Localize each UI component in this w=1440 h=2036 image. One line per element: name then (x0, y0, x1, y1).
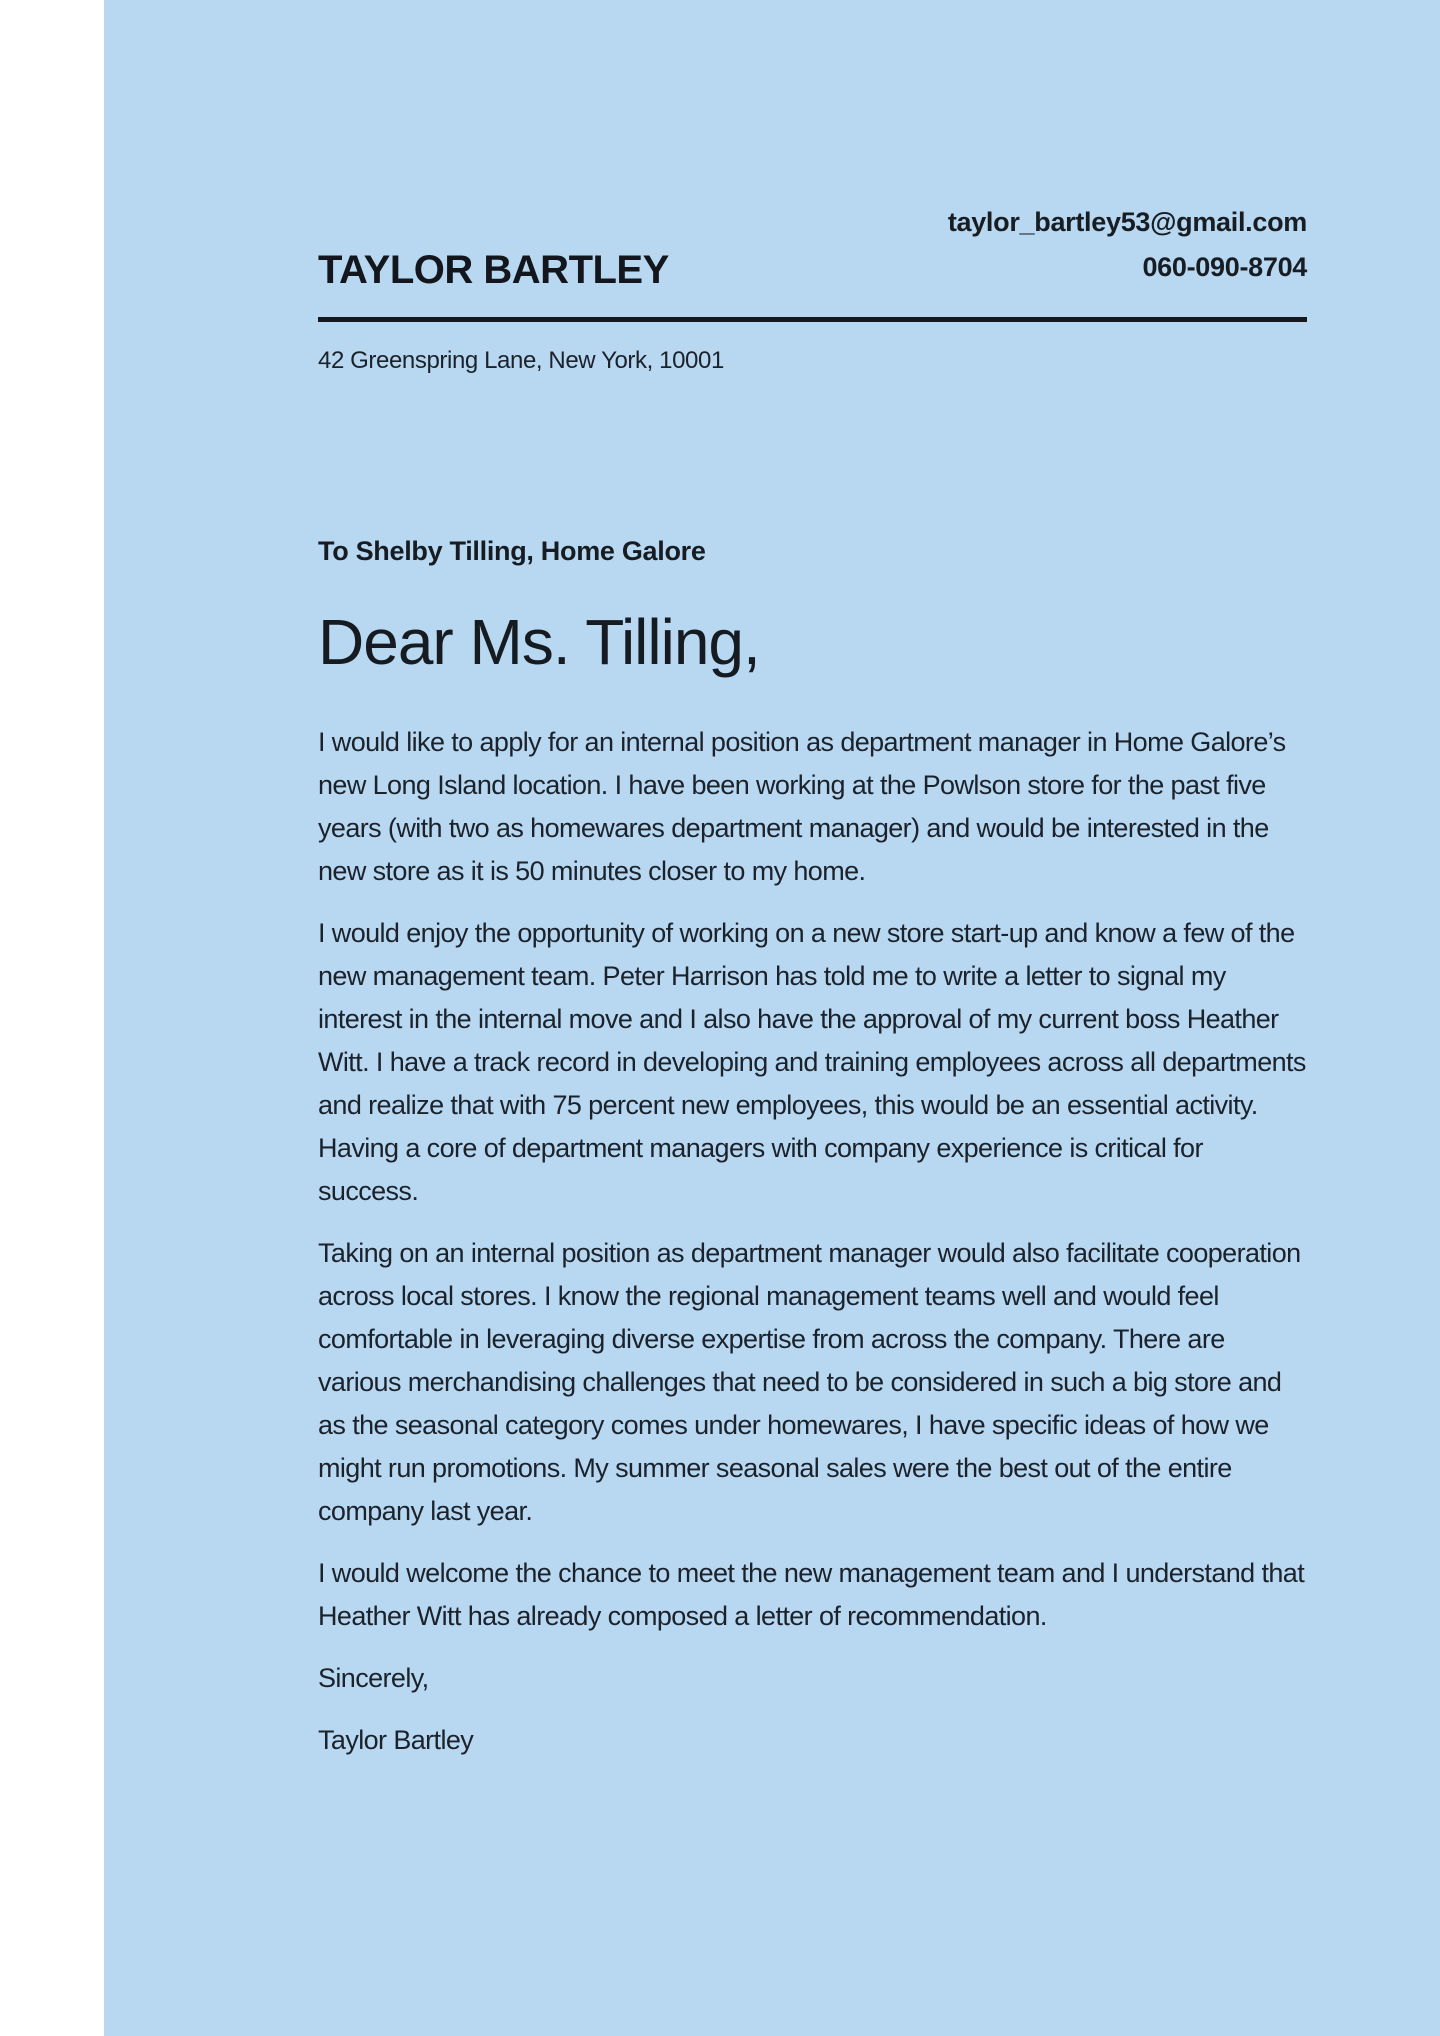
letter-body (318, 721, 1307, 1781)
closing-line: Sincerely, (318, 1663, 429, 1693)
letter-page (104, 0, 1440, 2036)
sender-name: TAYLOR BARTLEY (318, 248, 669, 292)
phone-number: 060-090-8704 (1142, 252, 1307, 282)
sender-address: 42 Greenspring Lane, New York, 10001 (318, 347, 724, 374)
body-paragraph-4: I would welcome the chance to meet the new management team and I understand that Heather Witt has already composed a letter of recommendation. (318, 1558, 1305, 1631)
recipient-line: To Shelby Tilling, Home Galore (318, 536, 706, 566)
body-paragraph-3: Taking on an internal position as department manager would also facilitate cooperation across local stores. I know the regional management teams well and would feel comfortable in leveraging diverse expertise from across the company. There are various merchandising challenges that need to be considered in such a big store and as the seasonal category comes under homewares, I have specific ideas of how we might run promotions. My summer seasonal sales were the best out of the entire company last year. (318, 1238, 1301, 1526)
email-address: taylor_bartley53@gmail.com (947, 207, 1307, 237)
signature-line: Taylor Bartley (318, 1725, 474, 1755)
header-divider (318, 317, 1307, 322)
contact-info (948, 200, 1307, 290)
body-paragraph-2: I would enjoy the opportunity of working on a new store start-up and know a few of the new management team. Peter Harrison has told me to write a letter to signal my interest in the internal move and I also have the approval of my current boss Heather Witt. I have a track record in developing and training employees across all departments and realize that with 75 percent new employees, this would be an essential activity. Having a core of department managers with company experience is critical for success. (318, 918, 1306, 1206)
body-paragraph-1: I would like to apply for an internal position as department manager in Home Galore’s new Long Island location. I have been working at the Powlson store for the past five years (with two as homewares department manager) and would be interested in the new store as it is 50 minutes closer to my home. (318, 727, 1286, 886)
salutation-heading: Dear Ms. Tilling, (318, 606, 760, 678)
letter-content (318, 0, 1307, 2036)
